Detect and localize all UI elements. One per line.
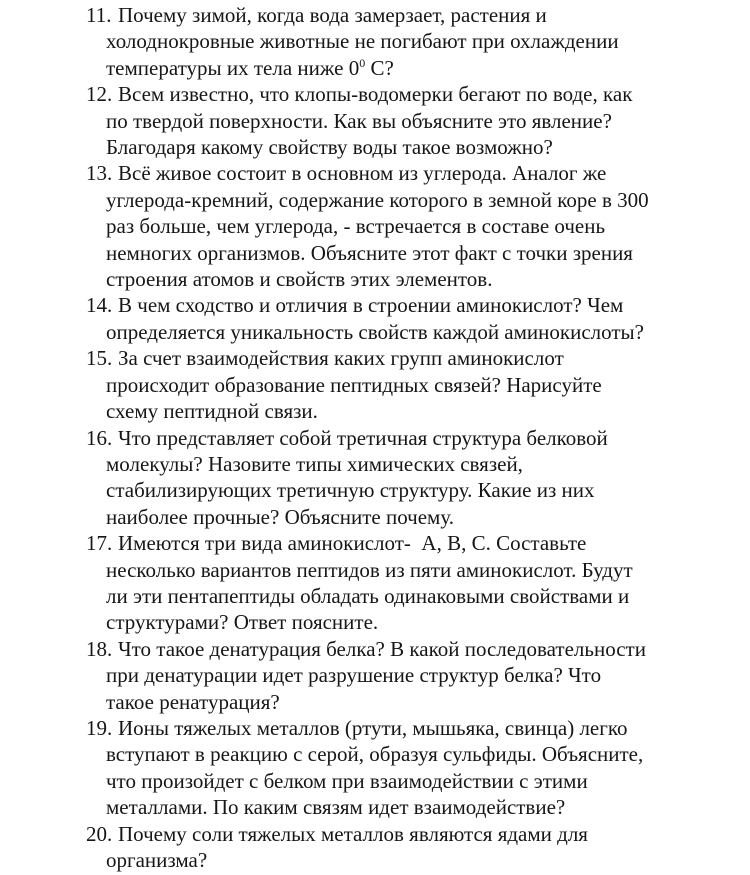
question-number: 11. (86, 3, 112, 27)
question-line: Всё живое состоит в основном из углерода. Аналог же (118, 161, 607, 186)
question-15 (0, 345, 750, 424)
question-11 (0, 2, 750, 81)
question-line: Благодаря какому свойству воды такое возможно? (106, 135, 553, 160)
question-number: 14. (86, 293, 113, 318)
question-line: молекулы? Назовите типы химических связей, (106, 451, 523, 476)
question-20 (0, 821, 750, 874)
question-line: раз больше, чем углерода, - встречается в составе очень (106, 214, 606, 239)
question-line: Что такое денатурация белка? В какой последовательности (118, 636, 646, 661)
question-line: по твердой поверхности. Как вы объясните это явление? (106, 108, 612, 133)
question-line: несколько вариантов пептидов из пяти аминокислот. Будут (106, 557, 633, 582)
question-line: За счет взаимодействия каких групп аминокислот (118, 346, 564, 371)
question-line: стабилизирующих третичную структуру. Какие из них (106, 478, 595, 503)
question-line: что произойдет с белком при взаимодействии с этими (106, 768, 588, 793)
question-line: Имеются три вида аминокислот- А, В, С. Составьте (118, 531, 587, 556)
question-line: определяется уникальность свойств каждой аминокислоты? (106, 319, 644, 344)
question-line: наиболее прочные? Объясните почему. (106, 504, 454, 529)
question-line: организма? (106, 848, 208, 872)
question-line: Ионы тяжелых металлов (ртути, мышьяка, свинца) легко (118, 715, 628, 740)
question-line: металлами. По каким связям идет взаимодействие? (106, 795, 566, 820)
question-number: 13. (86, 161, 113, 186)
question-text-tail: С? (365, 55, 394, 80)
question-line: Почему соли тяжелых металлов являются ядами для (118, 821, 588, 846)
question-line: холоднокровные животные не погибают при охлаждении (106, 29, 619, 54)
document-page (0, 2, 750, 873)
question-number: 18. (86, 636, 113, 661)
question-line: схему пептидной связи. (106, 399, 318, 424)
question-line: Что представляет собой третичная структура белковой (118, 425, 608, 450)
question-text: температуры их тела ниже 0 (106, 55, 360, 80)
question-13 (0, 160, 750, 292)
question-17 (0, 530, 750, 636)
question-line: Всем известно, что клопы-водомерки бегают по воде, как (118, 82, 633, 107)
question-line: строения атомов и свойств этих элементов. (106, 267, 493, 292)
question-line: такое ренатурация? (106, 689, 280, 714)
question-number: 20. (86, 821, 113, 846)
question-18 (0, 636, 750, 715)
question-number: 19. (86, 715, 113, 740)
question-line: структурами? Ответ поясните. (106, 610, 379, 635)
question-number: 15. (86, 346, 113, 371)
question-14 (0, 292, 750, 345)
question-number: 16. (86, 425, 113, 450)
question-19 (0, 715, 750, 821)
question-line (106, 55, 742, 81)
question-line: ли эти пентапептиды обладать одинаковыми свойствами и (106, 583, 630, 608)
question-number: 12. (86, 82, 113, 107)
question-line: углерода-кремний, содержание которого в земной коре в 300 (106, 187, 649, 212)
question-line: при денатурации идет разрушение структур белка? Что (106, 663, 602, 688)
question-line: Почему зимой, когда вода замерзает, растения и (118, 3, 547, 27)
question-line: В чем сходство и отличия в строении аминокислот? Чем (118, 293, 624, 318)
question-12 (0, 81, 750, 160)
question-number: 17. (86, 531, 113, 556)
question-line: происходит образование пептидных связей? Нарисуйте (106, 372, 602, 397)
question-16 (0, 425, 750, 531)
superscript-zero: 0 (359, 55, 366, 70)
question-line: вступают в реакцию с серой, образуя сульфиды. Объясните, (106, 742, 644, 767)
question-line: немногих организмов. Объясните этот факт с точки зрения (106, 240, 633, 265)
